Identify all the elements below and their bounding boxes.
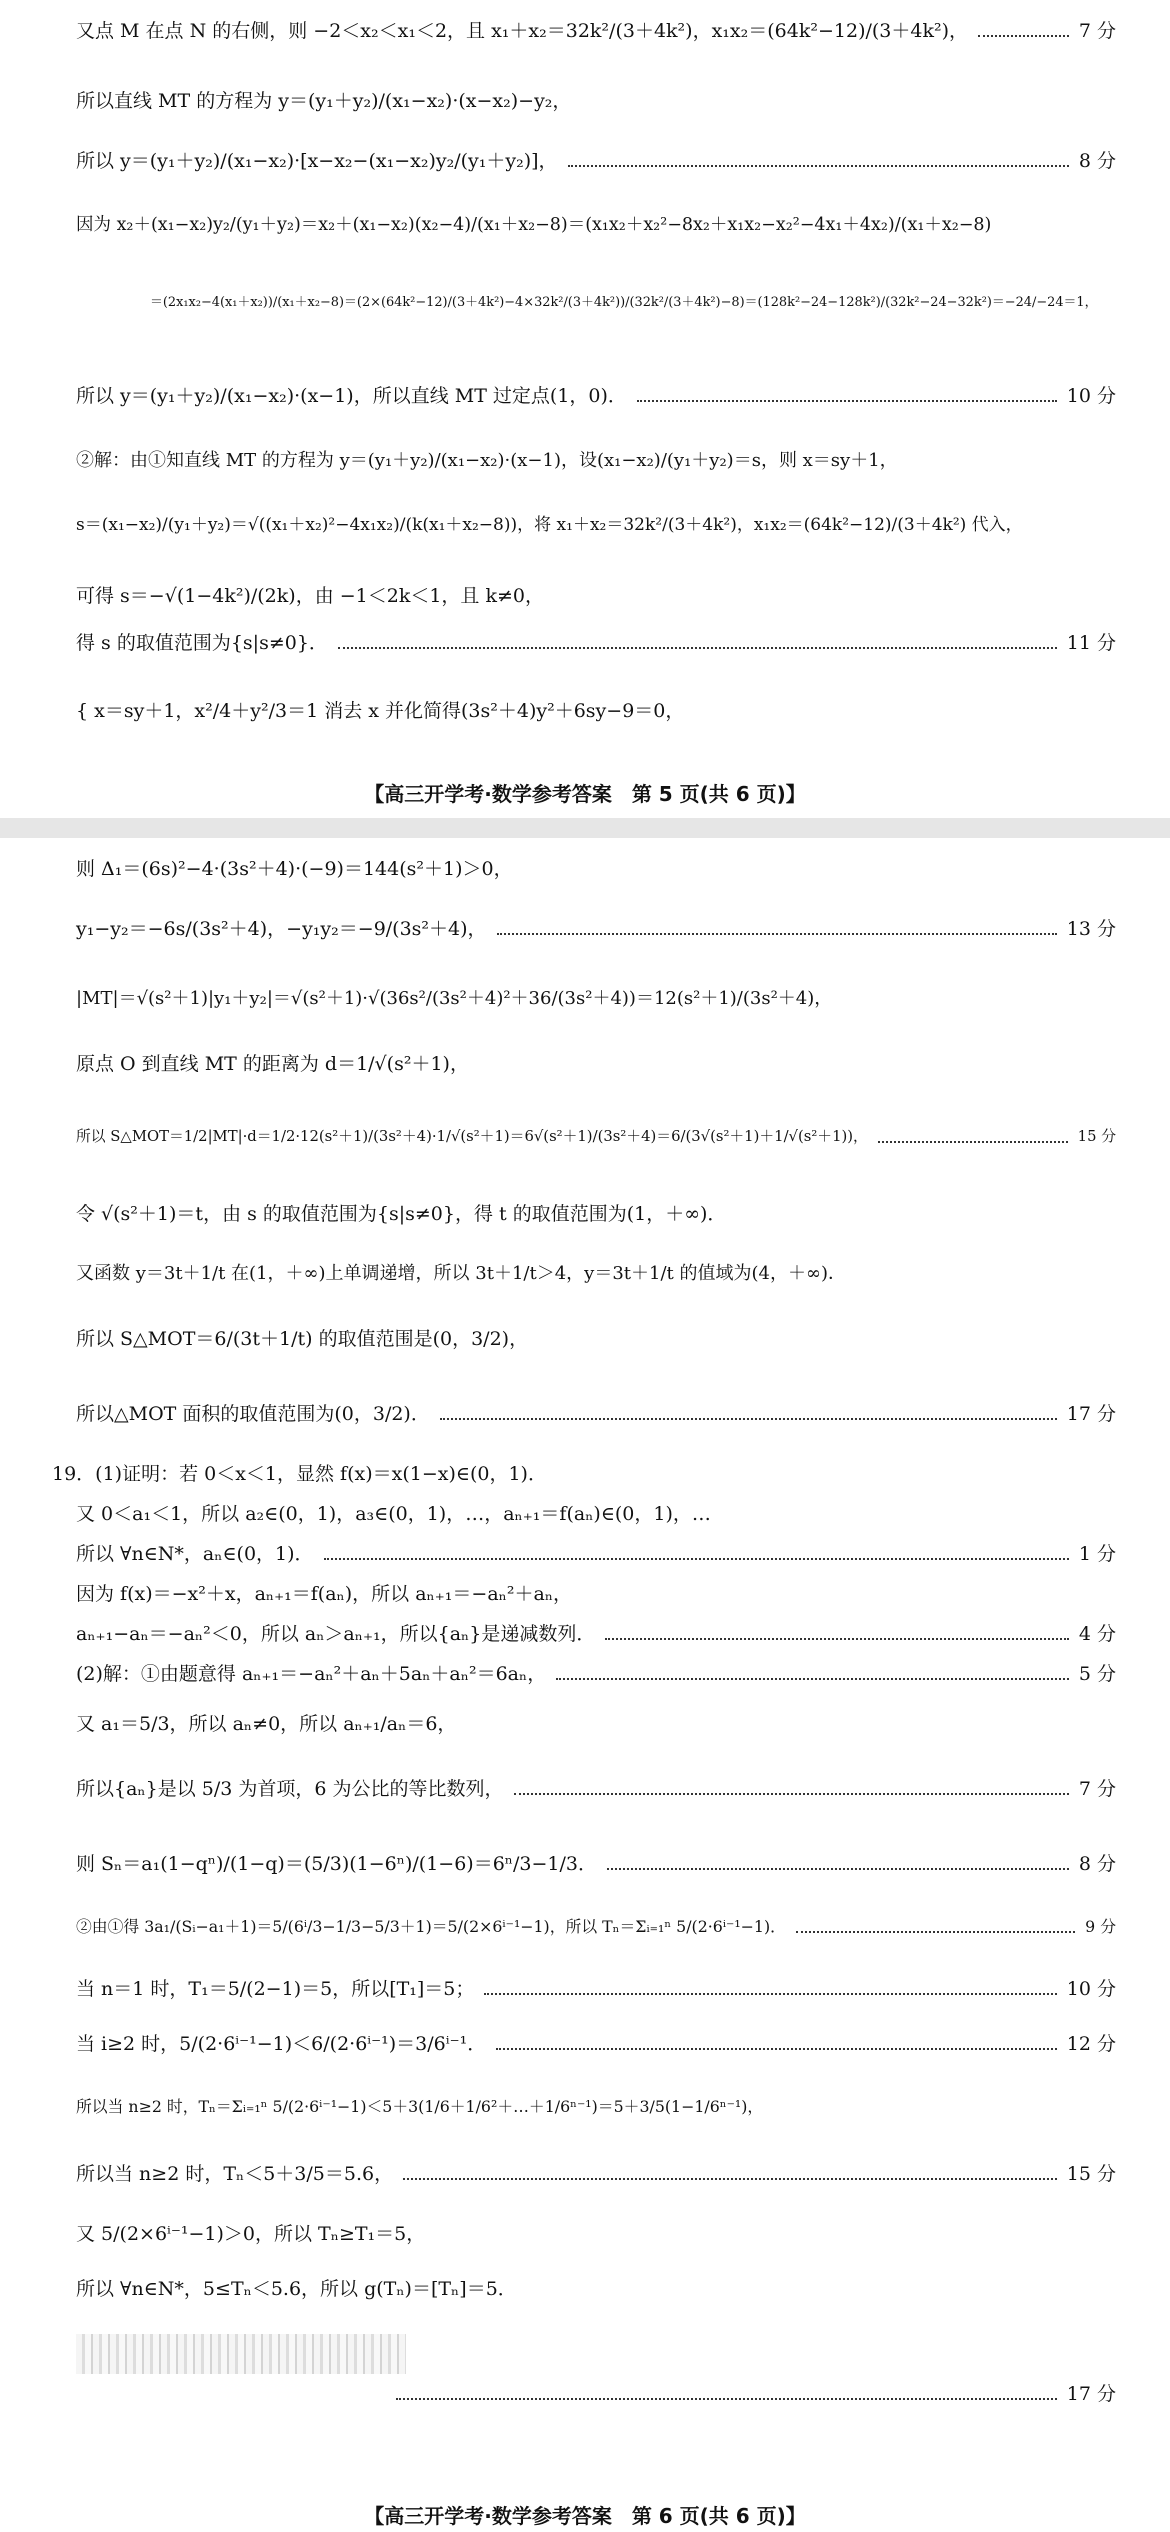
solution-line (76, 1623, 1116, 1646)
dot-leader (324, 1558, 1069, 1560)
dot-leader (440, 1418, 1057, 1420)
dot-leader (978, 35, 1069, 37)
solution-line (76, 1583, 1116, 1606)
dot-leader (556, 1678, 1069, 1680)
solution-line (76, 1663, 1116, 1686)
line-text: 所以△MOT 面积的取值范围为(0，3/2)． (76, 1403, 430, 1425)
line-text: ②由①得 3a₁/(Sᵢ−a₁＋1)＝5/(6ⁱ/3−1/3−5/3＋1)＝5/(2×6ⁱ⁻¹−1)，所以 Tₙ＝Σᵢ₌₁ⁿ 5/(2·6ⁱ⁻¹−1)． (76, 1917, 786, 1936)
dot-leader (496, 2048, 1057, 2050)
question-19-heading (52, 1463, 1116, 1486)
solution-line (76, 1328, 1116, 1351)
line-text: 19．(1)证明：若 0＜x＜1，显然 f(x)＝x(1−x)∈(0，1)． (52, 1463, 547, 1485)
line-text: aₙ₊₁−aₙ＝−aₙ²＜0，所以 aₙ＞aₙ₊₁，所以{aₙ}是递减数列． (76, 1623, 596, 1645)
score-label: 13 分 (1066, 918, 1116, 940)
line-text: y₁−y₂＝−6s/(3s²＋4)，−y₁y₂＝−9/(3s²＋4)， (76, 918, 487, 940)
solution-line (76, 1503, 1116, 1526)
solution-line (76, 1853, 1116, 1876)
score-label: 15 分 (1077, 1128, 1116, 1145)
score-label: 15 分 (1066, 2163, 1116, 2185)
line-text: 所以 ∀n∈N*，5≤Tₙ＜5.6，所以 g(Tₙ)＝[Tₙ]＝5． (76, 2278, 517, 2300)
solution-line (76, 450, 1116, 472)
line-text: 可得 s＝−√(1−4k²)/(2k)，由 −1＜2k＜1，且 k≠0， (76, 585, 544, 607)
line-text: 又点 M 在点 N 的右侧，则 −2＜x₂＜x₁＜2，且 x₁＋x₂＝32k²/(3＋4k²)，x₁x₂＝(64k²−12)/(3＋4k²)， (76, 20, 969, 42)
page-footer: 【高三开学考·数学参考答案 第 5 页(共 6 页)】 (364, 782, 806, 806)
dot-leader (607, 1868, 1069, 1870)
solution-line (76, 90, 1116, 113)
solution-line (76, 1403, 1116, 1426)
line-text: 当 i≥2 时，5/(2·6ⁱ⁻¹−1)＜6/(2·6ⁱ⁻¹)＝3/6ⁱ⁻¹． (76, 2033, 487, 2055)
line-text: 又 0＜a₁＜1，所以 a₂∈(0，1)，a₃∈(0，1)，…，aₙ₊₁＝f(aₙ)∈(0，1)，… (76, 1503, 711, 1525)
line-text: 所以 ∀n∈N*，aₙ∈(0，1)． (76, 1543, 314, 1565)
solution-line (76, 1918, 1116, 1937)
solution-line (150, 295, 1116, 310)
score-label: 10 分 (1066, 385, 1116, 407)
line-text: 则 Δ₁＝(6s)²−4·(3s²＋4)·(−9)＝144(s²＋1)＞0， (76, 858, 513, 880)
solution-line (76, 2033, 1116, 2056)
solution-line (76, 988, 1116, 1010)
solution-line (76, 632, 1116, 655)
score-label: 17 分 (1066, 1403, 1116, 1425)
dot-leader (605, 1638, 1069, 1640)
score-label: 17 分 (1066, 2383, 1116, 2405)
score-label: 7 分 (1078, 20, 1116, 42)
dot-leader (403, 2178, 1057, 2180)
line-text: ②解：由①知直线 MT 的方程为 y＝(y₁＋y₂)/(x₁−x₂)·(x−1)，设(x₁−x₂)/(y₁＋y₂)＝s，则 x＝sy＋1， (76, 450, 898, 471)
score-label: 1 分 (1078, 1543, 1116, 1565)
solution-line (76, 215, 1116, 236)
solution-line (76, 585, 1116, 608)
line-text: 又函数 y＝3t＋1/t 在(1，＋∞)上单调递增，所以 3t＋1/t＞4，y＝3t＋1/t 的值域为(4，＋∞)． (76, 1263, 846, 1284)
line-text: 所以 S△MOT＝1/2|MT|·d＝1/2·12(s²＋1)/(3s²＋4)·1/√(s²＋1)＝6√(s²＋1)/(3s²＋4)＝6/(3√(s²＋1)＋1/√(s²＋1))， (76, 1128, 868, 1145)
line-text: { x＝sy＋1，x²/4＋y²/3＝1 消去 x 并化简得(3s²＋4)y²＋6sy−9＝0， (76, 700, 685, 722)
score-label: 7 分 (1078, 1778, 1116, 1800)
line-text: 又 5/(2×6ⁱ⁻¹−1)＞0，所以 Tₙ≥T₁＝5， (76, 2223, 426, 2245)
solution-line (76, 2163, 1116, 2186)
line-text: 则 Sₙ＝a₁(1−qⁿ)/(1−q)＝(5/3)(1−6ⁿ)/(1−6)＝6ⁿ/3−1/3． (76, 1853, 597, 1875)
answer-page-5 (0, 0, 1170, 818)
dot-leader (514, 1793, 1069, 1795)
line-text: 又 a₁＝5/3，所以 aₙ≠0，所以 aₙ₊₁/aₙ＝6， (76, 1713, 457, 1735)
score-label: 8 分 (1078, 1853, 1116, 1875)
solution-line (76, 858, 1116, 881)
dot-leader (396, 2398, 1057, 2400)
score-label: 9 分 (1085, 1917, 1116, 1936)
dot-leader (338, 647, 1057, 649)
solution-line (76, 918, 1116, 941)
line-text: 所以 y＝(y₁＋y₂)/(x₁−x₂)·[x−x₂−(x₁−x₂)y₂/(y₁＋y₂)]， (76, 150, 558, 172)
solution-line (76, 385, 1116, 408)
page-footer: 【高三开学考·数学参考答案 第 6 页(共 6 页)】 (364, 2504, 806, 2528)
solution-line (76, 2098, 1116, 2117)
solution-line (76, 1053, 1116, 1076)
solution-line (76, 2223, 1116, 2246)
line-text: 所以 y＝(y₁＋y₂)/(x₁−x₂)·(x−1)，所以直线 MT 过定点(1，0)． (76, 385, 627, 407)
line-text: 所以直线 MT 的方程为 y＝(y₁＋y₂)/(x₁−x₂)·(x−x₂)−y₂， (76, 90, 572, 112)
line-text: 所以当 n≥2 时，Tₙ＜5＋3/5＝5.6， (76, 2163, 394, 2185)
line-text: 所以{aₙ}是以 5/3 为首项，6 为公比的等比数列， (76, 1778, 504, 1800)
solution-line (76, 1713, 1116, 1736)
solution-line (76, 1263, 1116, 1285)
solution-line (76, 1203, 1116, 1226)
solution-line (76, 1543, 1116, 1566)
line-text: 因为 f(x)＝−x²＋x，aₙ₊₁＝f(aₙ)，所以 aₙ₊₁＝−aₙ²＋aₙ， (76, 1583, 573, 1605)
solution-line (76, 1778, 1116, 1801)
score-label: 12 分 (1066, 2033, 1116, 2055)
dot-leader (796, 1931, 1075, 1933)
score-label: 10 分 (1066, 1978, 1116, 2000)
solution-line (76, 20, 1116, 43)
solution-line (76, 2278, 1116, 2301)
dot-leader (878, 1141, 1068, 1143)
line-text: 所以 S△MOT＝6/(3t＋1/t) 的取值范围是(0，3/2)， (76, 1328, 529, 1350)
dot-leader (637, 400, 1057, 402)
score-label: 5 分 (1078, 1663, 1116, 1685)
score-label: 8 分 (1078, 150, 1116, 172)
line-text: s＝(x₁−x₂)/(y₁＋y₂)＝√((x₁＋x₂)²−4x₁x₂)/(k(x₁＋x₂−8))，将 x₁＋x₂＝32k²/(3＋4k²)，x₁x₂＝(64k²−12)/(3＋4k²) 代入， (76, 515, 1023, 535)
line-text: 得 s 的取值范围为{s|s≠0}． (76, 632, 328, 654)
line-text: ＝(2x₁x₂−4(x₁＋x₂))/(x₁＋x₂−8)＝(2×(64k²−12)/(3＋4k²)−4×32k²/(3＋4k²))/(32k²/(3＋4k²)−8)＝(128k²−24−128k²)/(32k²−24−32k²)＝−24/−24＝1， (150, 295, 1098, 310)
scan-artifact (76, 2334, 406, 2374)
line-text: |MT|＝√(s²＋1)|y₁＋y₂|＝√(s²＋1)·√(36s²/(3s²＋4)²＋36/(3s²＋4))＝12(s²＋1)/(3s²＋4)， (76, 988, 833, 1009)
score-label: 4 分 (1078, 1623, 1116, 1645)
line-text: (2)解：①由题意得 aₙ₊₁＝−aₙ²＋aₙ＋5aₙ＋aₙ²＝6aₙ， (76, 1663, 547, 1685)
answer-page-6 (0, 838, 1170, 2532)
line-text: 令 √(s²＋1)＝t，由 s 的取值范围为{s|s≠0}，得 t 的取值范围为(1，＋∞)． (76, 1203, 727, 1225)
solution-line (76, 1128, 1116, 1146)
line-text: 因为 x₂＋(x₁−x₂)y₂/(y₁＋y₂)＝x₂＋(x₁−x₂)(x₂−4)/(x₁＋x₂−8)＝(x₁x₂＋x₂²−8x₂＋x₁x₂−x₂²−4x₁＋4x₂)/(x₁＋x₂−8) (76, 215, 992, 235)
solution-line (76, 150, 1116, 173)
line-text: 原点 O 到直线 MT 的距离为 d＝1/√(s²＋1)， (76, 1053, 469, 1075)
solution-line (76, 2383, 1116, 2406)
dot-leader (568, 165, 1069, 167)
line-text: 当 n＝1 时，T₁＝5/(2−1)＝5，所以[T₁]＝5； (76, 1978, 475, 2000)
dot-leader (484, 1993, 1056, 1995)
solution-line (76, 700, 1116, 723)
solution-line (76, 515, 1116, 535)
line-text: 所以当 n≥2 时，Tₙ＝Σᵢ₌₁ⁿ 5/(2·6ⁱ⁻¹−1)＜5＋3(1/6＋1/6²＋…＋1/6ⁿ⁻¹)＝5＋3/5(1−1/6ⁿ⁻¹)， (76, 2097, 764, 2116)
score-label: 11 分 (1066, 632, 1116, 654)
dot-leader (497, 933, 1057, 935)
solution-line (76, 1978, 1116, 2001)
